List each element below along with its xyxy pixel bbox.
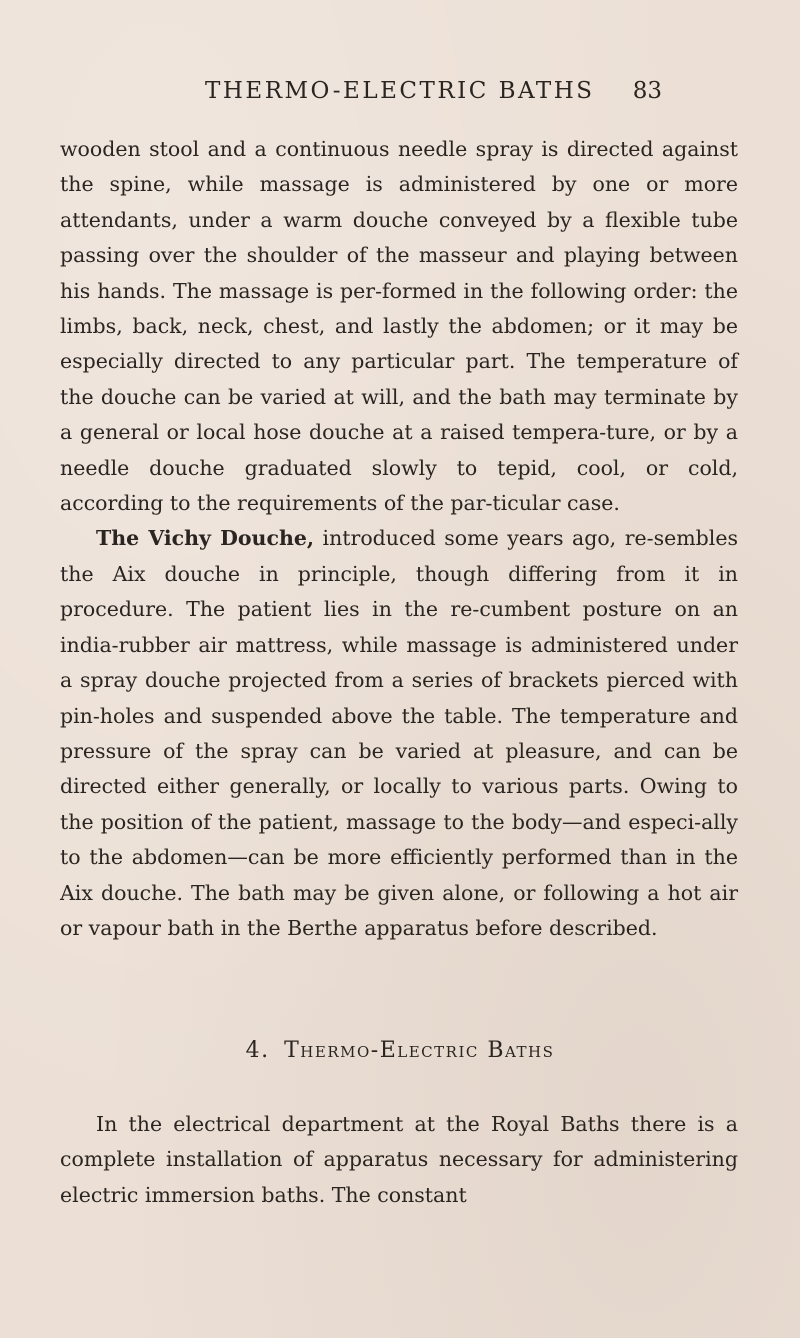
paragraph-aix-douche-continued: wooden stool and a continuous needle spray is directed against the spine, while massage is administered by one or more attendants, under a warm douche conveyed by a flexible tube passing over the shoulder of the masseur and playing between his hands. The massage is per-formed in the following order: the limbs, back, neck, chest, and lastly the abdomen; or it may be especially directed to any particular part. The temperature of the douche can be varied at will, and the bath may terminate by a general or local hose douche at a raised tempera-ture, or by a needle douche graduated slowly to tepid, cool, or cold, according to the requirements of the par-ticular case. [60, 137, 738, 516]
page-number: 83 [632, 78, 662, 104]
section-body-text [60, 1107, 738, 1213]
paragraph-lead-term: The Vichy Douche, [96, 526, 315, 551]
section-title: Thermo-Electric Baths [284, 1038, 555, 1063]
running-head [0, 78, 800, 118]
paragraph-vichy-douche [60, 521, 738, 946]
running-title: THERMO-ELECTRIC BATHS [205, 78, 595, 104]
section-number: 4. [245, 1038, 270, 1063]
section-heading [0, 1038, 800, 1063]
body-text [60, 132, 738, 946]
paragraph-electrical-department: In the electrical department at the Royal Baths there is a complete installation of apparatus necessary for administering electric immersion baths. The constant [60, 1112, 738, 1207]
paragraph-body: introduced some years ago, re-sembles the Aix douche in principle, though differing from it in procedure. The patient lies in the re-cumbent posture on an india-rubber air mattress, while massage is administered under a spray douche projected from a series of brackets pierced with pin-holes and suspended above the table. The temperature and pressure of the spray can be varied at pleasure, and can be directed either generally, or locally to various parts. Owing to the position of the patient, massage to the body—and especi-ally to the abdomen—can be more efficiently performed than in the Aix douche. The bath may be given alone, or following a hot air or vapour bath in the Berthe apparatus before described. [60, 526, 738, 940]
